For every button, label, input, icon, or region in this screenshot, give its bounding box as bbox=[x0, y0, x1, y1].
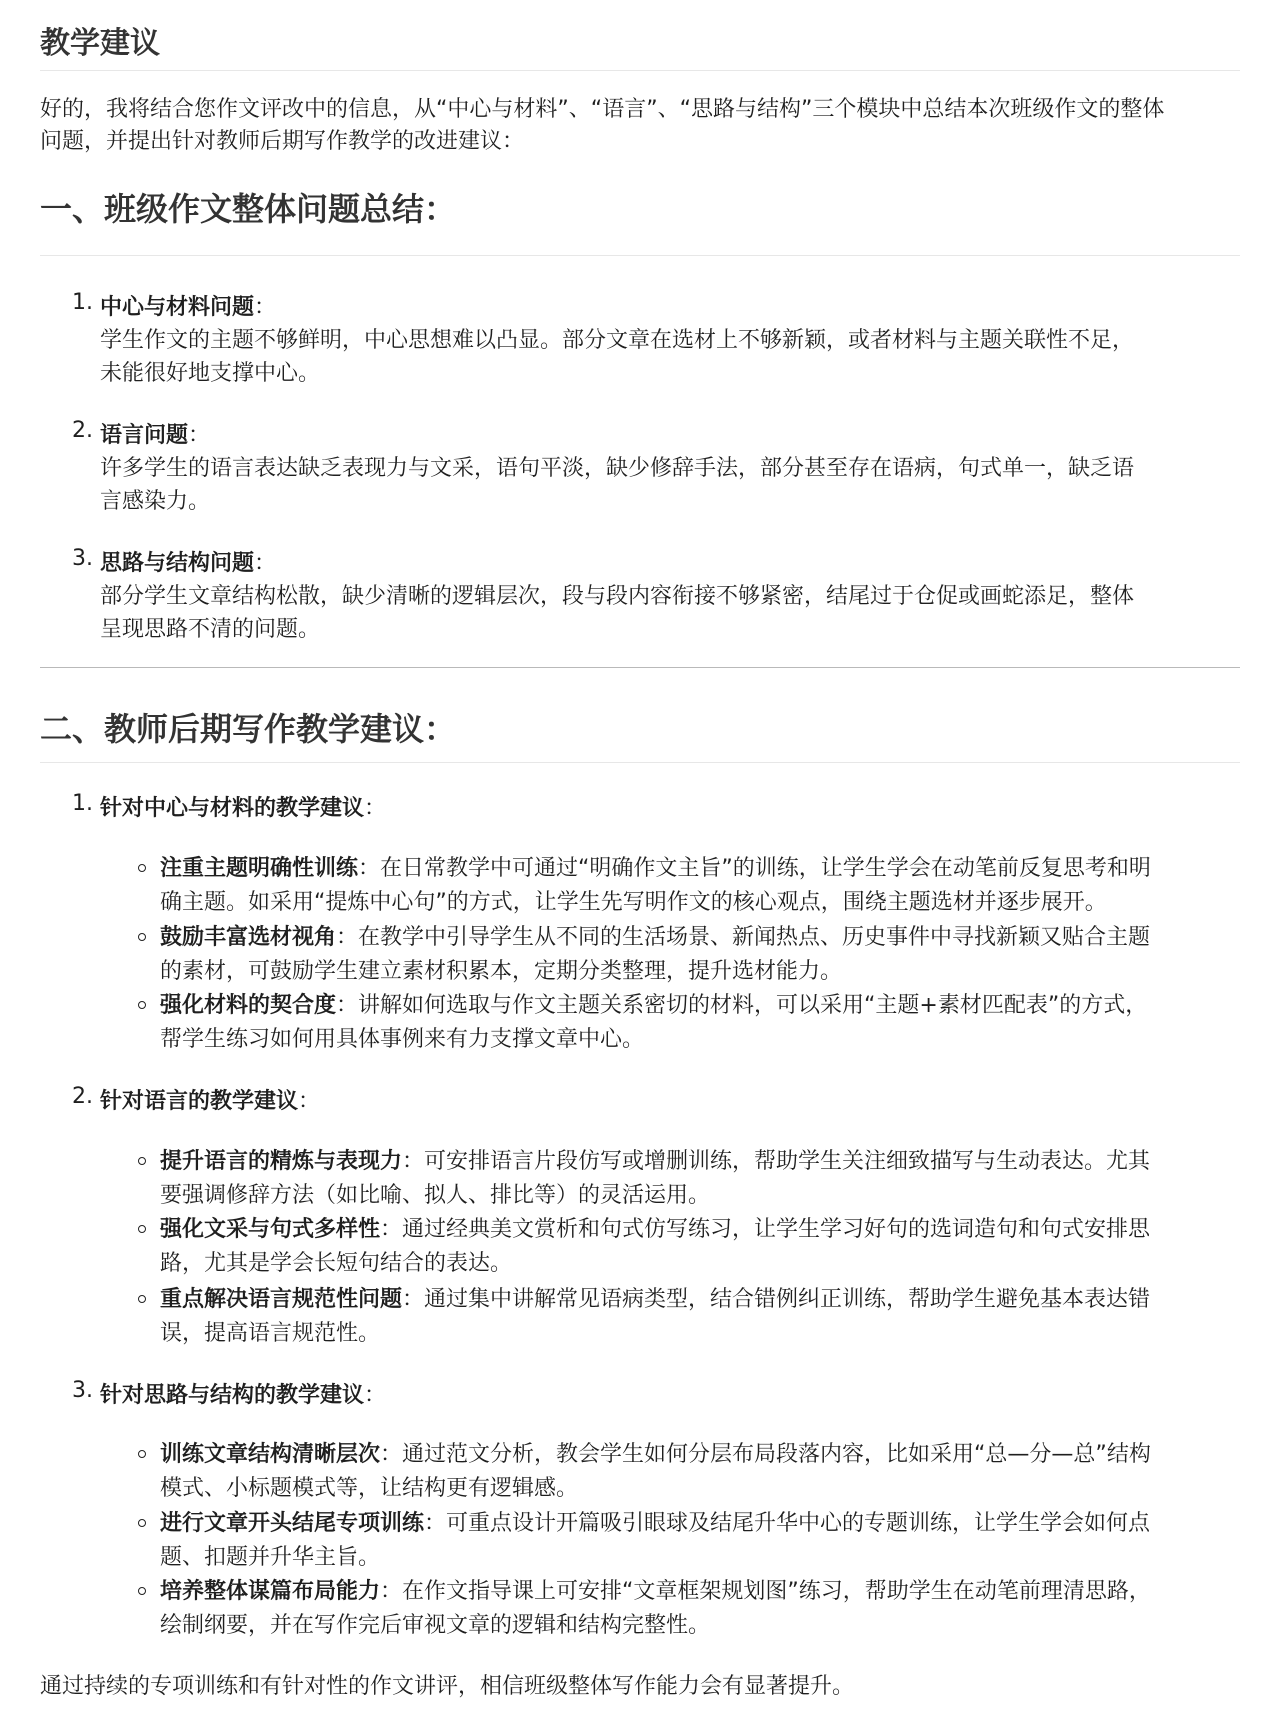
section-separator bbox=[40, 667, 1240, 668]
bullet-text-line-1: ：通过范文分析，教会学生如何分层布局段落内容，比如采用“总—分—总”结构 bbox=[380, 1442, 1151, 1467]
bullet-circle-icon bbox=[138, 864, 146, 872]
bullet-term: 注重主题明确性训练 bbox=[160, 856, 359, 881]
bullet-text-line-1: ：在作文指导课上可安排“文章框架规划图”练习，帮助学生在动笔前理清思路， bbox=[380, 1579, 1151, 1604]
bullet-text-line-1: ：可安排语言片段仿写或增删训练，帮助学生关注细致描写与生动表达。尤其 bbox=[402, 1149, 1151, 1174]
group-number: 2. bbox=[72, 1084, 93, 1109]
bullet-circle-icon bbox=[138, 1295, 146, 1303]
bullet-text-line-1: ：通过经典美文赏析和句式仿写练习，让学生学习好句的选词造句和句式安排思 bbox=[380, 1217, 1151, 1242]
group-colon: ： bbox=[298, 1089, 321, 1114]
bullet-term: 强化材料的契合度 bbox=[160, 993, 337, 1018]
item-label: 语言问题 bbox=[100, 423, 189, 448]
intro-line-1: 好的，我将结合您作文评改中的信息，从“中心与材料”、“语言”、“思路与结构”三个模块中总结本次班级作文的整体 bbox=[40, 97, 1165, 122]
bullet-text-line-2: 要强调修辞方法（如比喻、拟人、排比等）的灵活运用。 bbox=[160, 1183, 711, 1208]
item-text-line-2: 未能很好地支撑中心。 bbox=[100, 361, 321, 386]
bullet-term: 鼓励丰富选材视角 bbox=[160, 925, 337, 950]
section1-divider bbox=[40, 255, 1240, 256]
bullet-term: 进行文章开头结尾专项训练 bbox=[160, 1511, 425, 1536]
bullet-circle-icon bbox=[138, 1519, 146, 1527]
intro-line-2: 问题，并提出针对教师后期写作教学的改进建议： bbox=[40, 129, 525, 154]
bullet-text-line-2: 模式、小标题模式等，让结构更有逻辑感。 bbox=[160, 1476, 579, 1501]
bullet-text-line-2: 路，尤其是学会长短句结合的表达。 bbox=[160, 1251, 513, 1276]
item-number: 2. bbox=[72, 418, 93, 443]
item-label: 中心与材料问题 bbox=[100, 295, 255, 320]
bullet-circle-icon bbox=[138, 1001, 146, 1009]
item-text-line-1: 许多学生的语言表达缺乏表现力与文采，语句平淡，缺少修辞手法，部分甚至存在语病，句式单一，缺乏语 bbox=[100, 456, 1135, 481]
item-text-line-2: 言感染力。 bbox=[100, 489, 211, 514]
bullet-text-line-1: ：通过集中讲解常见语病类型，结合错例纠正训练，帮助学生避免基本表达错 bbox=[402, 1287, 1151, 1312]
group-label: 针对思路与结构的教学建议 bbox=[100, 1383, 365, 1408]
bullet-text-line-2: 绘制纲要，并在写作完后审视文章的逻辑和结构完整性。 bbox=[160, 1613, 711, 1638]
item-label: 思路与结构问题 bbox=[100, 551, 255, 576]
item-text-line-1: 学生作文的主题不够鲜明，中心思想难以凸显。部分文章在选材上不够新颖，或者材料与主题关联性不足， bbox=[100, 328, 1135, 353]
item-colon: ： bbox=[254, 551, 277, 576]
bullet-circle-icon bbox=[138, 933, 146, 941]
bullet-text-line-2: 题、扣题并升华主旨。 bbox=[160, 1545, 381, 1570]
group-number: 1. bbox=[72, 791, 93, 816]
bullet-text-line-2: 误，提高语言规范性。 bbox=[160, 1321, 381, 1346]
bullet-text-line-1: ：在教学中引导学生从不同的生活场景、新闻热点、历史事件中寻找新颖又贴合主题 bbox=[336, 925, 1151, 950]
group-colon: ： bbox=[364, 1383, 387, 1408]
group-label: 针对中心与材料的教学建议 bbox=[100, 796, 365, 821]
bullet-text-line-1: ：讲解如何选取与作文主题关系密切的材料，可以采用“主题+素材匹配表”的方式， bbox=[336, 993, 1148, 1018]
bullet-circle-icon bbox=[138, 1225, 146, 1233]
group-colon: ： bbox=[364, 796, 387, 821]
bullet-text-line-2: 确主题。如采用“提炼中心句”的方式，让学生先写明作文的核心观点，围绕主题选材并逐步展开。 bbox=[160, 890, 1107, 915]
item-colon: ： bbox=[188, 423, 211, 448]
item-text-line-2: 呈现思路不清的问题。 bbox=[100, 617, 321, 642]
title-divider bbox=[40, 70, 1240, 71]
bullet-term: 训练文章结构清晰层次 bbox=[160, 1442, 381, 1467]
item-colon: ： bbox=[254, 295, 277, 320]
bullet-circle-icon bbox=[138, 1157, 146, 1165]
group-number: 3. bbox=[72, 1378, 93, 1403]
section2-heading: 二、教师后期写作教学建议： bbox=[40, 710, 457, 748]
bullet-circle-icon bbox=[138, 1587, 146, 1595]
bullet-text-line-1: ：在日常教学中可通过“明确作文主旨”的训练，让学生学会在动笔前反复思考和明 bbox=[358, 856, 1151, 881]
conclusion-text: 通过持续的专项训练和有针对性的作文讲评，相信班级整体写作能力会有显著提升。 bbox=[40, 1674, 855, 1699]
item-text-line-1: 部分学生文章结构松散，缺少清晰的逻辑层次，段与段内容衔接不够紧密，结尾过于仓促或画蛇添足，整体 bbox=[100, 584, 1135, 609]
group-label: 针对语言的教学建议 bbox=[100, 1089, 299, 1114]
item-number: 1. bbox=[72, 290, 93, 315]
bullet-term: 培养整体谋篇布局能力 bbox=[160, 1579, 381, 1604]
bullet-term: 强化文采与句式多样性 bbox=[160, 1217, 381, 1242]
bullet-text-line-2: 的素材，可鼓励学生建立素材积累本，定期分类整理，提升选材能力。 bbox=[160, 959, 843, 984]
section1-heading: 一、班级作文整体问题总结： bbox=[40, 190, 457, 228]
item-number: 3. bbox=[72, 546, 93, 571]
bullet-term: 重点解决语言规范性问题 bbox=[160, 1287, 403, 1312]
bullet-circle-icon bbox=[138, 1450, 146, 1458]
bullet-term: 提升语言的精炼与表现力 bbox=[160, 1149, 403, 1174]
section2-divider bbox=[40, 762, 1240, 763]
bullet-text-line-1: ：可重点设计开篇吸引眼球及结尾升华中心的专题训练，让学生学会如何点 bbox=[424, 1511, 1151, 1536]
bullet-text-line-2: 帮学生练习如何用具体事例来有力支撑文章中心。 bbox=[160, 1027, 645, 1052]
page-title: 教学建议 bbox=[40, 26, 160, 61]
